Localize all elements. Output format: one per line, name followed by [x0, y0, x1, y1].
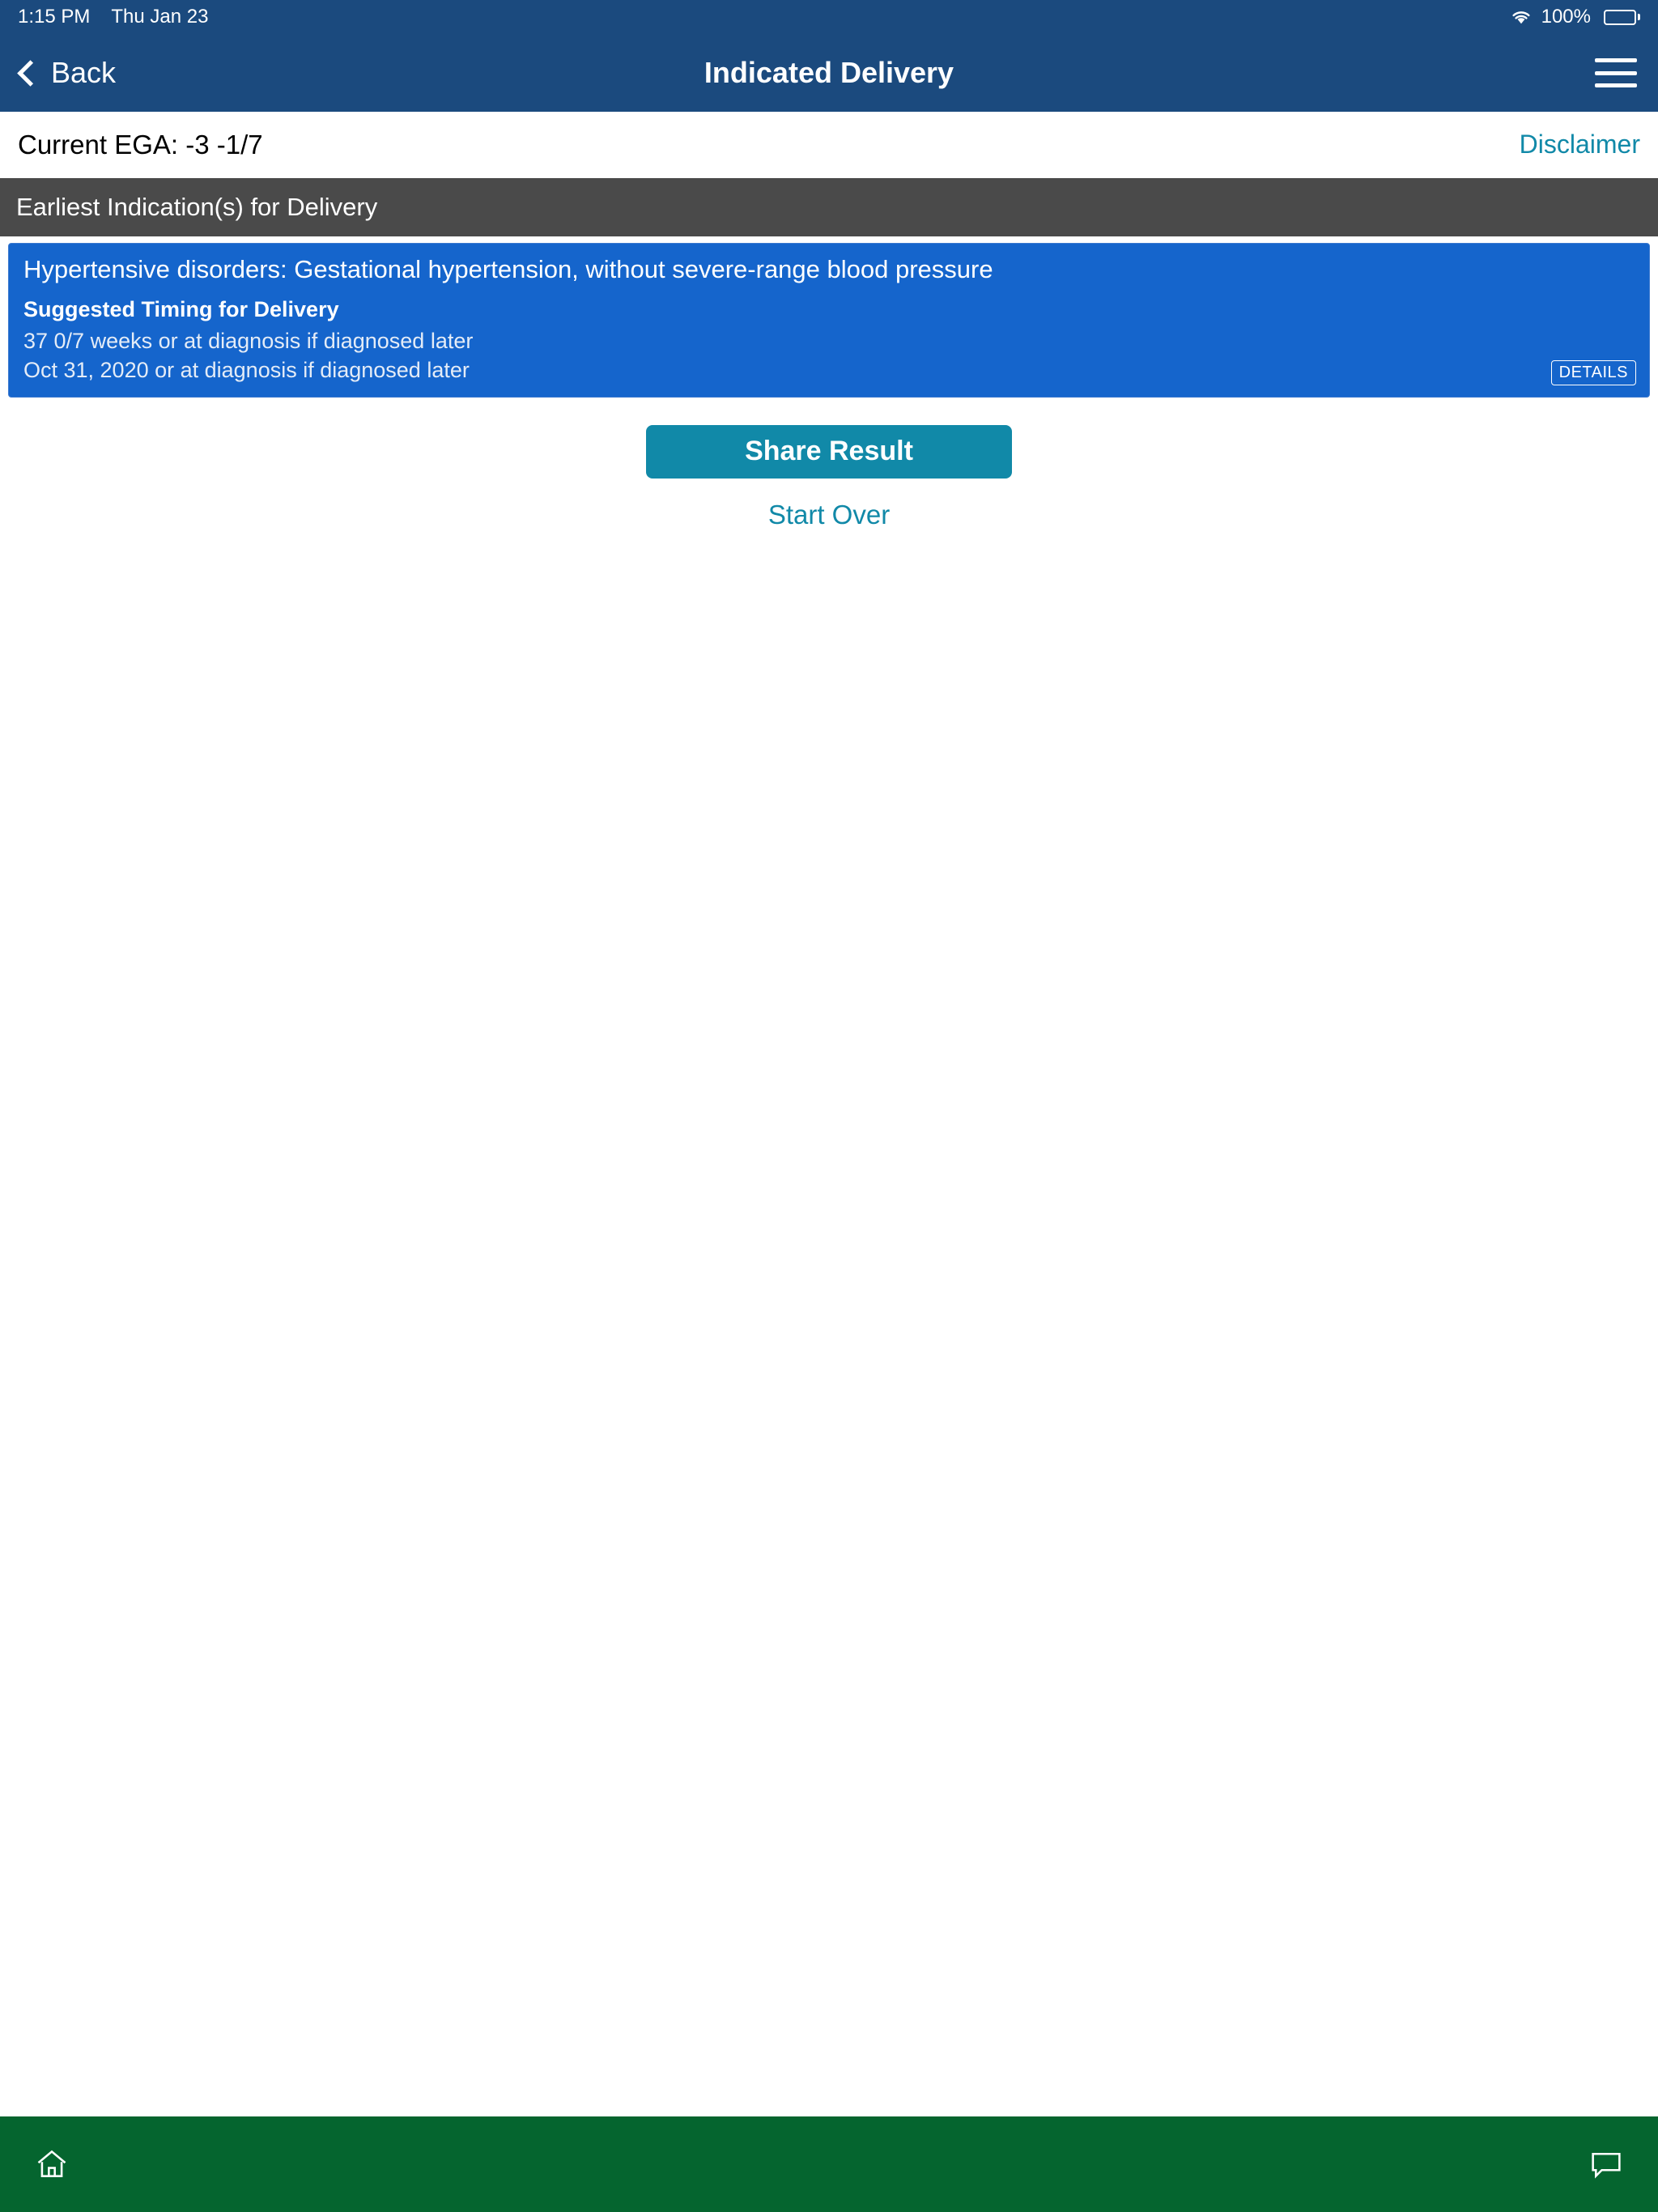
disclaimer-link[interactable]: Disclaimer — [1519, 130, 1640, 159]
empty-content-area — [0, 530, 1658, 2212]
status-time: 1:15 PM — [18, 6, 91, 28]
status-bar-left — [18, 6, 208, 28]
page-title: Indicated Delivery — [704, 56, 954, 89]
current-ega-value: Current EGA: -3 -1/7 — [18, 129, 263, 160]
results-list — [0, 236, 1658, 398]
indication-result-card[interactable] — [8, 243, 1650, 398]
hamburger-menu-icon[interactable] — [1595, 58, 1637, 87]
navigation-bar — [0, 34, 1658, 112]
share-result-button[interactable]: Share Result — [646, 425, 1012, 479]
chat-bubble-icon[interactable] — [1588, 2148, 1624, 2180]
suggested-timing-label: Suggested Timing for Delivery — [23, 297, 339, 321]
status-bar — [0, 0, 1658, 34]
section-header — [0, 178, 1658, 236]
wifi-icon — [1511, 9, 1532, 25]
status-date: Thu Jan 23 — [111, 6, 209, 28]
actions-container — [0, 425, 1658, 530]
timing-date-value: Oct 31, 2020 or at diagnosis if diagnosed later — [23, 357, 470, 382]
back-button[interactable] — [21, 56, 116, 90]
back-button-label: Back — [51, 56, 117, 89]
current-ega-bar — [0, 112, 1658, 178]
status-bar-right — [1511, 6, 1640, 28]
section-header-title: Earliest Indication(s) for Delivery — [16, 193, 378, 221]
timing-weeks-value: 37 0/7 weeks or at diagnosis if diagnosed later — [23, 329, 474, 353]
bottom-toolbar — [0, 2116, 1658, 2212]
details-button[interactable]: DETAILS — [1551, 360, 1636, 385]
battery-icon — [1604, 10, 1640, 25]
battery-percent-label: 100% — [1541, 6, 1591, 28]
indication-title: Hypertensive disorders: Gestational hypertension, without severe-range blood pressure — [23, 255, 993, 283]
start-over-link[interactable]: Start Over — [767, 499, 891, 530]
chevron-left-icon — [17, 60, 44, 87]
home-icon[interactable] — [34, 2146, 70, 2182]
